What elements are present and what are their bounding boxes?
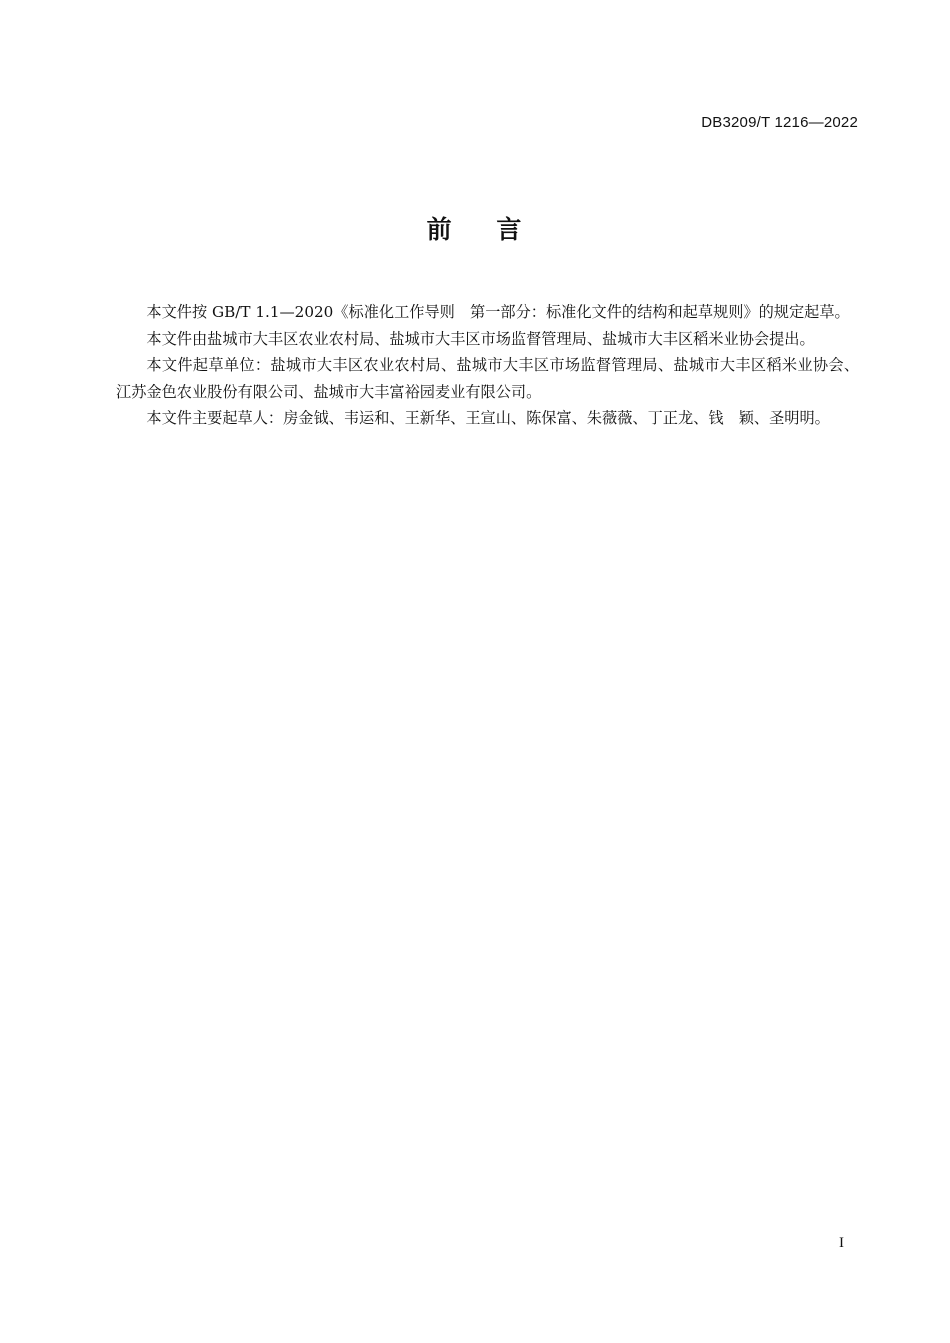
paragraph-drafters: 本文件主要起草人：房金钺、韦运和、王新华、王宣山、陈保富、朱薇薇、丁正龙、钱 颖、圣明明。 — [146, 409, 830, 427]
paragraph-drafting-units: 本文件起草单位：盐城市大丰区农业农村局、盐城市大丰区市场监督管理局、盐城市大丰区稻米业协会、江苏金色农业股份有限公司、盐城市大丰富裕园麦业有限公司。 — [116, 356, 859, 401]
paragraph-proposer: 本文件由盐城市大丰区农业农村局、盐城市大丰区市场监督管理局、盐城市大丰区稻米业协会提出。 — [146, 329, 815, 348]
standard-code: DB3209/T 1216—2022 — [701, 114, 858, 131]
page-title: 前 言 — [426, 215, 524, 244]
paragraph-drafting-rules: 本文件按 GB/T 1.1—2020《标准化工作导则 第一部分：标准化文件的结构和起草规则》的规定起草。 — [146, 303, 850, 321]
page-number: I — [839, 1235, 844, 1251]
foreword-body — [116, 299, 859, 432]
